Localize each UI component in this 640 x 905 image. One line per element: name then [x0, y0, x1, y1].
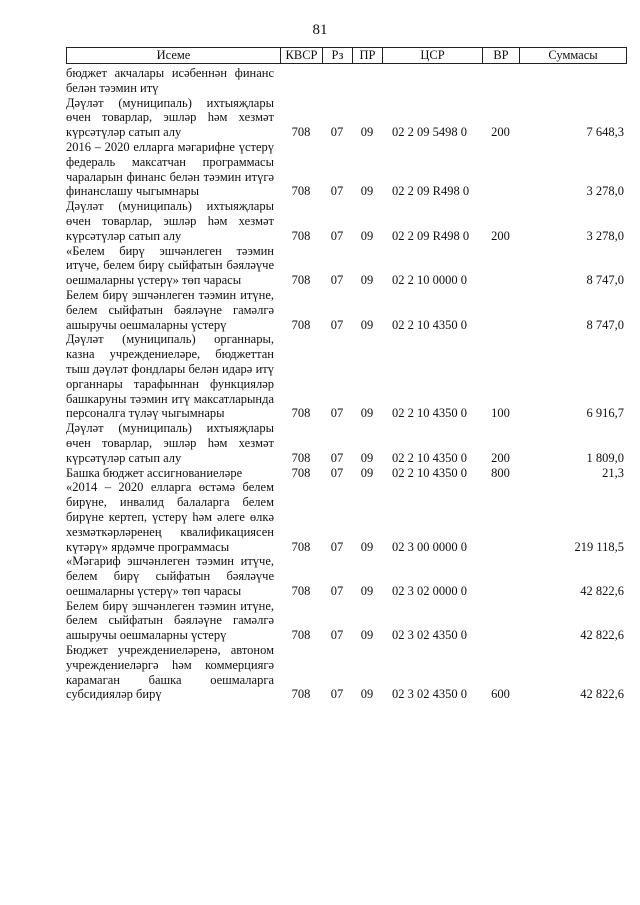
- cell-kvsr: 708: [291, 539, 311, 554]
- table-header: [66, 47, 626, 63]
- cell-kvsr: 708: [291, 583, 311, 598]
- cell-name: Белем бирү эшчәнлеген тәэмин итүне, белем сыйфатын бәяләүне гамәлгә ашыручы оешмаларны үстерү: [66, 287, 274, 332]
- cell-kvsr: 708: [291, 184, 311, 199]
- cell-kvsr: 708: [291, 465, 311, 480]
- cell-csr: 02 3 02 4350 0: [392, 687, 467, 702]
- cell-vr: 600: [491, 687, 510, 702]
- cell-sum: 7 648,3: [586, 125, 624, 140]
- cell-name: Дәүләт (муниципаль) органнары, казна учреждениеләре, бюджеттан тыш дәүләт фондлары белән идарә итү органнары тарафыннан функцияләр башкаруны тәэмин итү максатларында персоналга түләү чыгымнары: [66, 332, 274, 421]
- cell-sum: 219 118,5: [574, 539, 624, 554]
- header-name: Исеме: [67, 48, 281, 64]
- cell-kvsr: 708: [291, 125, 311, 140]
- cell-vr: [482, 288, 519, 332]
- cell-name: 2016 – 2020 елларга мәгарифне үстерү федераль максатчан программасы чараларын финанс белән тәэмин итүгә финанслашу чыгымнары: [66, 139, 274, 199]
- cell-vr: 800: [491, 465, 510, 480]
- table-row: [66, 96, 626, 140]
- cell-vr: [482, 599, 519, 643]
- cell-sum: 6 916,7: [586, 406, 624, 421]
- table-row: [66, 480, 626, 554]
- cell-rz: 07: [330, 406, 344, 421]
- cell-name: «2014 – 2020 елларга өстәмә белем бирүне, инвалид балаларга белем бирүне кертеп, үстерү һәм әлеге өлкә хезмәткәрләренең квалификациясен күтәрү» ярдәмче программасы: [66, 480, 274, 554]
- table-row: [66, 466, 626, 481]
- cell-sum: 3 278,0: [586, 184, 624, 199]
- cell-kvsr: 708: [291, 317, 311, 332]
- cell-pr: 09: [360, 450, 374, 465]
- cell-sum: 21,3: [602, 465, 624, 480]
- cell-csr: 02 2 09 R498 0: [392, 184, 470, 199]
- header-pr: ПР: [353, 48, 383, 64]
- cell-name: Дәүләт (муниципаль) ихтыяҗлары өчен товарлар, эшләр һәм хезмәт күрсәтүләр сатып алу: [66, 199, 274, 243]
- cell-vr: 200: [491, 125, 510, 140]
- table-row: [66, 244, 626, 288]
- table-row: [66, 554, 626, 598]
- cell-csr: 02 2 10 4350 0: [392, 450, 467, 465]
- cell-rz: 07: [330, 687, 344, 702]
- cell-rz: 07: [330, 628, 344, 643]
- cell-csr: 02 2 09 R498 0: [392, 228, 470, 243]
- header-rz: Рз: [323, 48, 353, 64]
- cell-rz: 07: [330, 317, 344, 332]
- cell-pr: 09: [360, 317, 374, 332]
- cell-vr: [482, 140, 519, 199]
- cell-rz: 07: [330, 184, 344, 199]
- cell-kvsr: [280, 66, 322, 96]
- cell-csr: 02 2 10 4350 0: [392, 406, 467, 421]
- table-row: [66, 66, 626, 96]
- cell-pr: 09: [360, 125, 374, 140]
- cell-csr: 02 2 10 0000 0: [392, 273, 467, 288]
- cell-rz: [322, 66, 352, 96]
- cell-name: Дәүләт (муниципаль) ихтыяҗлары өчен товарлар, эшләр һәм хезмәт күрсәтүләр сатып алу: [66, 421, 274, 465]
- cell-csr: 02 3 00 0000 0: [392, 539, 467, 554]
- cell-pr: 09: [360, 539, 374, 554]
- cell-vr: 100: [491, 406, 510, 421]
- table-row: [66, 288, 626, 332]
- cell-pr: 09: [360, 583, 374, 598]
- table-row: [66, 421, 626, 465]
- cell-pr: [352, 66, 382, 96]
- cell-csr: [382, 66, 482, 96]
- cell-name: Бюджет учреждениеләренә, автоном учреждениеләргә һәм коммерциягә карамаган башка оешмаларга субсидияләр бирү: [66, 643, 274, 702]
- cell-csr: 02 2 09 5498 0: [392, 125, 467, 140]
- cell-sum: 42 822,6: [580, 687, 624, 702]
- cell-sum: [519, 66, 626, 96]
- cell-kvsr: 708: [291, 687, 311, 702]
- table-row: [66, 332, 626, 421]
- budget-table: [66, 66, 626, 702]
- cell-vr: [482, 66, 519, 96]
- cell-kvsr: 708: [291, 628, 311, 643]
- header-vr: ВР: [483, 48, 520, 64]
- table-row: [66, 199, 626, 243]
- page-number: 81: [312, 22, 328, 38]
- cell-kvsr: 708: [291, 228, 311, 243]
- cell-pr: 09: [360, 273, 374, 288]
- cell-rz: 07: [330, 273, 344, 288]
- cell-name: «Белем бирү эшчәнлеген тәэмин итүче, белем бирү сыйфатын бәяләүче оешмаларны үстерү» төп чарасы: [66, 243, 274, 288]
- cell-pr: 09: [360, 628, 374, 643]
- cell-sum: 8 747,0: [586, 317, 624, 332]
- cell-csr: 02 3 02 4350 0: [392, 628, 467, 643]
- header-kvsr: КВСР: [281, 48, 323, 64]
- cell-pr: 09: [360, 687, 374, 702]
- cell-rz: 07: [330, 125, 344, 140]
- cell-vr: 200: [491, 450, 510, 465]
- cell-vr: [482, 554, 519, 598]
- cell-pr: 09: [360, 406, 374, 421]
- cell-sum: 42 822,6: [580, 628, 624, 643]
- cell-vr: [482, 244, 519, 288]
- cell-rz: 07: [330, 228, 344, 243]
- cell-rz: 07: [330, 583, 344, 598]
- cell-name: Башка бюджет ассигнованиеләре: [66, 465, 243, 480]
- header-csr: ЦСР: [383, 48, 483, 64]
- cell-vr: 200: [491, 228, 510, 243]
- table-row: [66, 599, 626, 643]
- cell-kvsr: 708: [291, 273, 311, 288]
- cell-rz: 07: [330, 465, 344, 480]
- cell-csr: 02 2 10 4350 0: [392, 317, 467, 332]
- cell-pr: 09: [360, 228, 374, 243]
- cell-csr: 02 2 10 4350 0: [392, 465, 467, 480]
- cell-sum: 3 278,0: [586, 228, 624, 243]
- table-row: [66, 140, 626, 199]
- cell-name: «Мәгариф эшчәнлеген тәэмин итүче, белем бирү сыйфатын бәяләүче оешмаларны үстерү» төп чарасы: [66, 554, 274, 598]
- cell-name: бюджет акчалары исәбеннән финанс белән тәэмин итү: [66, 66, 274, 95]
- table-row: [66, 643, 626, 702]
- cell-kvsr: 708: [291, 450, 311, 465]
- cell-vr: [482, 480, 519, 554]
- cell-pr: 09: [360, 184, 374, 199]
- cell-name: Белем бирү эшчәнлеген тәэмин итүне, белем сыйфатын бәяләүне гамәлгә ашыручы оешмаларны үстерү: [66, 598, 274, 643]
- cell-sum: 1 809,0: [586, 450, 624, 465]
- cell-csr: 02 3 02 0000 0: [392, 583, 467, 598]
- cell-rz: 07: [330, 450, 344, 465]
- cell-rz: 07: [330, 539, 344, 554]
- cell-sum: 42 822,6: [580, 583, 624, 598]
- cell-sum: 8 747,0: [586, 273, 624, 288]
- cell-kvsr: 708: [291, 406, 311, 421]
- cell-name: Дәүләт (муниципаль) ихтыяҗлары өчен товарлар, эшләр һәм хезмәт күрсәтүләр сатып алу: [66, 95, 274, 140]
- header-sum: Суммасы: [520, 48, 627, 64]
- cell-pr: 09: [360, 465, 374, 480]
